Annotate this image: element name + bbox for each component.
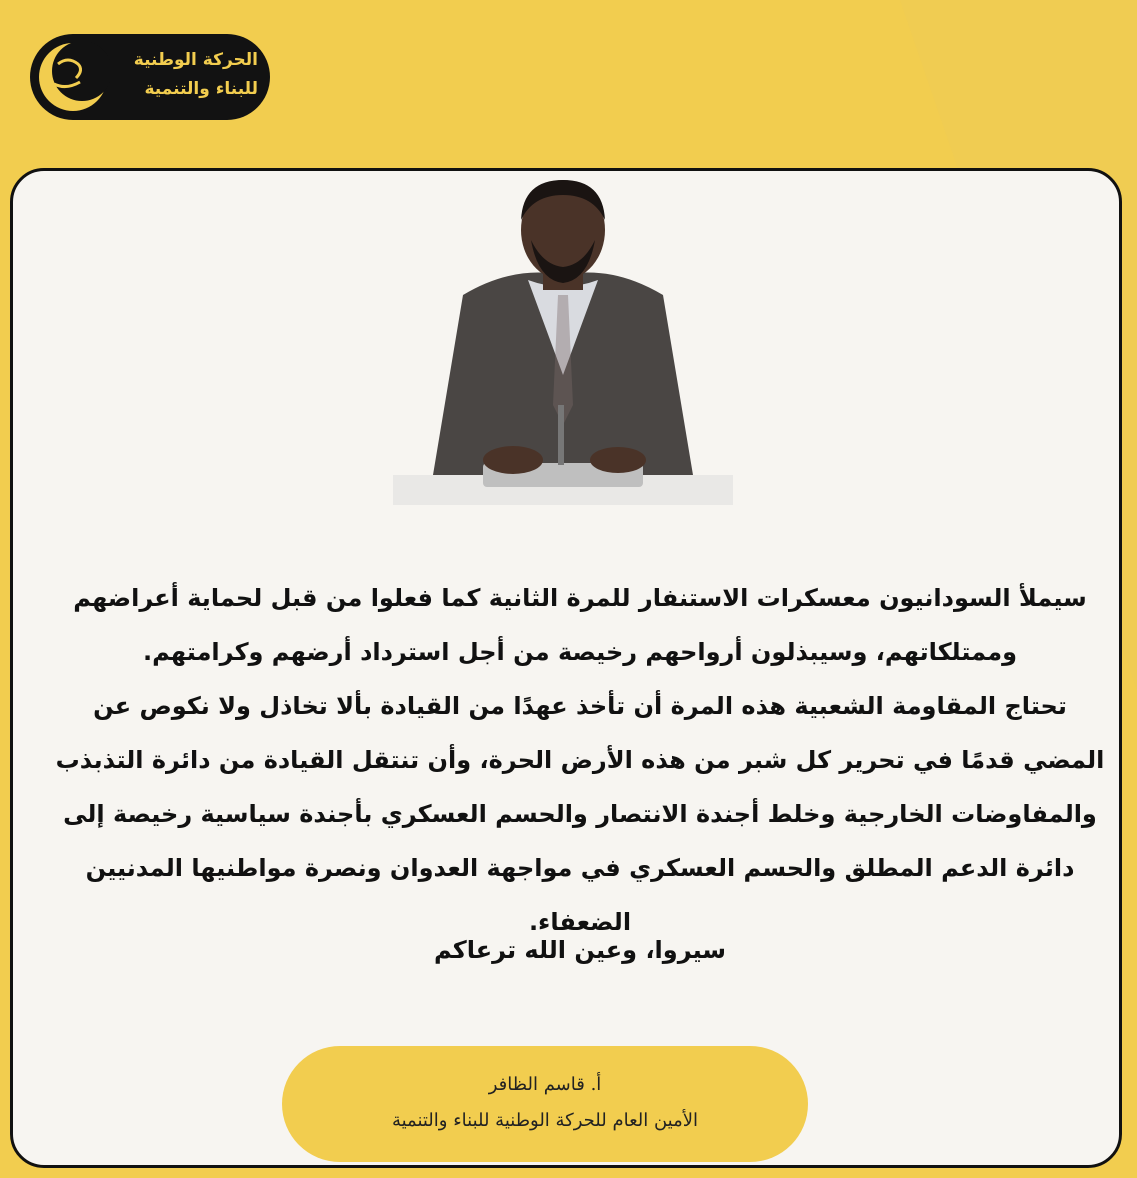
crescent-logo-icon	[36, 40, 110, 114]
logo-line2: للبناء والتنمية	[144, 79, 258, 99]
speaker-portrait	[393, 175, 733, 505]
statement-paragraph-1: سيملأ السودانيون معسكرات الاستنفار للمرة الثانية كما فعلوا من قبل لحماية أعراضهم وممتلكاتهم، وسيبذلون أرواحهم رخيصة من أجل استرداد أرضهم وكرامتهم.	[73, 584, 1087, 666]
logo-line1: الحركة الوطنية	[133, 50, 258, 70]
signature-name: أ. قاسم الظافر	[488, 1074, 602, 1095]
signature-block	[282, 1046, 808, 1162]
statement-text	[49, 571, 1111, 949]
organization-logo	[30, 34, 270, 120]
statement-paragraph-2: تحتاج المقاومة الشعبية هذه المرة أن تأخذ عهدًا من القيادة بألا تخاذل ولا نكوص عن المضي قدمًا في تحرير كل شبر من هذه الأرض الحرة، وأن تنتقل القيادة من دائرة التذبذب والمفاوضات الخارجية وخلط أجندة الانتصار والحسم العسكري بأجندة سياسية رخيصة إلى دائرة الدعم المطلق والحسم العسكري في مواجهة العدوان ونصرة مواطنيها المدنيين الضعفاء.	[55, 692, 1105, 936]
signature-title: الأمين العام للحركة الوطنية للبناء والتنمية	[391, 1110, 699, 1131]
logo-text	[118, 46, 258, 104]
statement-card	[10, 168, 1122, 1168]
closing-line: سيروا، وعين الله ترعاكم	[433, 936, 727, 964]
